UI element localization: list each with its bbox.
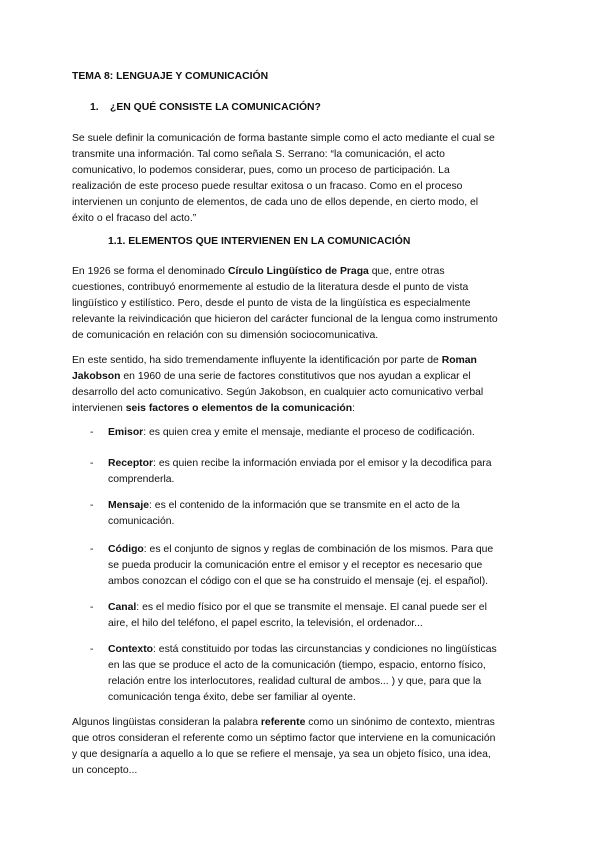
paragraph-line: lingüístico y estilístico. Pero, desde el punto de vista de la lingüística es especialmente — [72, 298, 471, 309]
section-1-1-heading: 1.1. ELEMENTOS QUE INTERVIENEN EN LA COMUNICACIÓN — [108, 236, 411, 247]
paragraph-line: que otros consideran el referente como un séptimo factor que interviene en la comunicación — [72, 733, 496, 744]
factor-receptor-line: comprenderla. — [108, 474, 175, 485]
document-title: TEMA 8: LENGUAJE Y COMUNICACIÓN — [72, 71, 269, 82]
bullet-marker: - — [90, 427, 94, 438]
factor-emisor: Emisor: es quien crea y emite el mensaje, mediante el proceso de codificación. — [108, 427, 475, 438]
paragraph-line: En 1926 se forma el denominado Círculo Lingüístico de Praga que, entre otras — [72, 266, 445, 277]
paragraph-line: desarrollo del acto comunicativo. Según Jakobson, en cualquier acto comunicativo verbal — [72, 387, 484, 398]
bullet-marker: - — [90, 544, 94, 555]
paragraph-line: En este sentido, ha sido tremendamente influyente la identificación por parte de Roman — [72, 355, 477, 366]
factor-mensaje: Mensaje: es el contenido de la información que se transmite en el acto de la — [108, 500, 460, 511]
factor-contexto-line: comunicación tenga éxito, debe ser familiar al oyente. — [108, 692, 356, 703]
factor-canal: Canal: es el medio físico por el que se transmite el mensaje. El canal puede ser el — [108, 602, 487, 613]
paragraph-line: Algunos lingüistas consideran la palabra referente como un sinónimo de contexto, mientras — [72, 717, 495, 728]
paragraph-line: intervienen seis factores o elementos de la comunicación: — [72, 403, 355, 414]
factor-canal-line: aire, el hilo del teléfono, el papel escrito, la televisión, el ordenador... — [108, 618, 423, 629]
bullet-marker: - — [90, 500, 94, 511]
paragraph-line: de comunicación en relación con su dimensión sociocomunicativa. — [72, 330, 379, 341]
paragraph-line: cuestiones, contribuyó enormemente al estudio de la literatura desde el punto de vista — [72, 282, 469, 293]
section-1-number: 1. — [90, 102, 99, 113]
bullet-marker: - — [90, 458, 94, 469]
factor-contexto-line: en las que se produce el acto de la comunicación (tiempo, espacio, entorno físico, — [108, 660, 486, 671]
paragraph-line: y que designaría a aquello a lo que se refiere el mensaje, ya sea un objeto físico, una idea, — [72, 749, 491, 760]
section-1-heading: ¿EN QUÉ CONSISTE LA COMUNICACIÓN? — [110, 102, 321, 113]
factor-receptor: Receptor: es quien recibe la información enviada por el emisor y la decodifica para — [108, 458, 492, 469]
paragraph-line: Se suele definir la comunicación de forma bastante simple como el acto mediante el cual se — [72, 133, 495, 144]
paragraph-line: Jakobson en 1960 de una serie de factores constitutivos que nos ayudan a explicar el — [72, 371, 471, 382]
factor-mensaje-line: comunicación. — [108, 516, 175, 527]
paragraph-line: realización de este proceso puede resultar exitosa o un fracaso. Como en el proceso — [72, 181, 463, 192]
factor-codigo-line: ambos conozcan el código con el que se ha construido el mensaje (ej. el español). — [108, 576, 489, 587]
factor-codigo-line: se pueda producir la comunicación entre el emisor y el receptor es necesario que — [108, 560, 483, 571]
factor-codigo: Código: es el conjunto de signos y reglas de combinación de los mismos. Para que — [108, 544, 494, 555]
factor-contexto: Contexto: está constituido por todas las circunstancias y condiciones no lingüísticas — [108, 644, 497, 655]
paragraph-line: un concepto... — [72, 765, 138, 776]
paragraph-line: relevante la reivindicación que hicieron del carácter funcional de la lengua como instrumento — [72, 314, 498, 325]
bullet-marker: - — [90, 644, 94, 655]
paragraph-line: intervienen un conjunto de elementos, de cada uno de ellos depende, en cierto modo, el — [72, 197, 479, 208]
paragraph-line: éxito o el fracaso del acto.” — [72, 213, 197, 224]
paragraph-line: comunicativo, lo podemos considerar, pues, como un proceso de participación. La — [72, 165, 450, 176]
bullet-marker: - — [90, 602, 94, 613]
paragraph-line: transmite una información. Tal como señala S. Serrano: “la comunicación, el acto — [72, 149, 445, 160]
factor-contexto-line: relación entre los interlocutores, realidad cultural de ambos... ) y que, para que la — [108, 676, 482, 687]
